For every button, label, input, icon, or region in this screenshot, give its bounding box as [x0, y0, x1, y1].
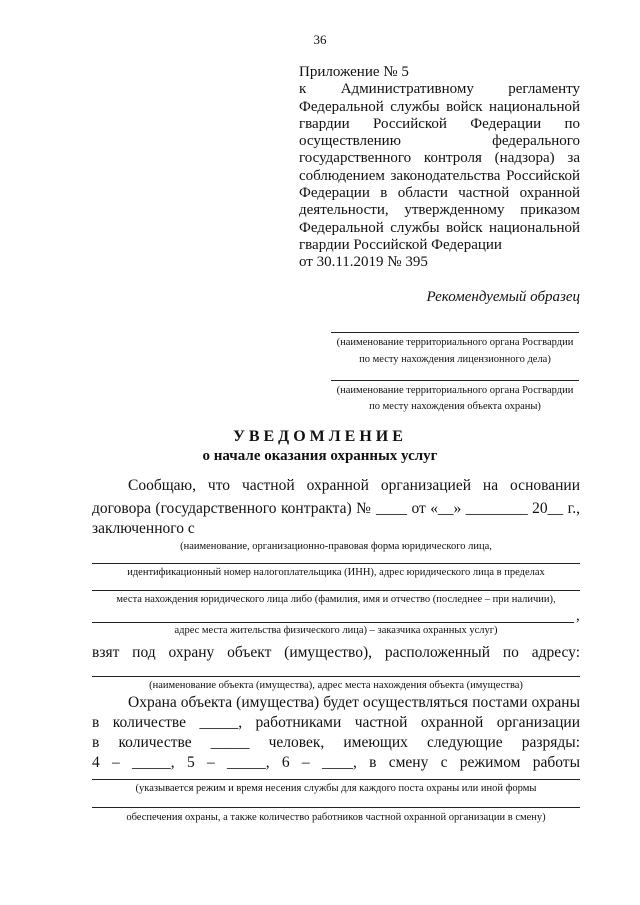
caption-staffing: обеспечения охраны, а также количество работников частной охранной организации в смену)	[126, 812, 546, 823]
annex-line: к Административному регламенту	[299, 81, 580, 98]
caption-legal-entity-name: (наименование, организационно-правовая форма юридического лица,	[180, 541, 492, 552]
body-line-7: в количестве _____ человек, имеющих следующие разряды:	[92, 734, 580, 751]
annex-line: осуществлению федерального	[299, 133, 580, 150]
blank-line-inn	[92, 563, 580, 564]
blank-line-schedule	[92, 779, 580, 780]
body-line-8: 4 – _____, 5 – _____, 6 – ____, в смену с режимом работы	[92, 754, 580, 771]
recommended-sample-label: Рекомендуемый образец	[426, 289, 580, 305]
addressee-line-1	[331, 332, 579, 333]
blank-line-object-address	[92, 676, 580, 677]
caption-location: места нахождения юридического лица либо (фамилия, имя и отчество (последнее – при наличии),	[116, 594, 556, 605]
annex-line: от 30.11.2019 № 395	[299, 254, 428, 271]
addressee-caption-1a: (наименование территориального органа Росгвардии	[336, 337, 574, 348]
blank-line-staffing	[92, 807, 580, 808]
caption-customer: адрес места жительства физического лица) – заказчика охранных услуг)	[174, 625, 498, 636]
document-title: УВЕДОМЛЕНИЕ	[233, 428, 407, 445]
annex-line: Федеральной службы войск национальной	[299, 219, 580, 236]
annex-line: Федеральной службы войск национальной	[299, 98, 580, 115]
body-line-5: Охрана объекта (имущества) будет осуществляться постами охраны	[128, 694, 580, 711]
document-subtitle: о начале оказания охранных услуг	[202, 448, 438, 464]
annex-header	[299, 64, 580, 272]
annex-line: гвардии Российской Федерации	[299, 236, 502, 253]
addressee-caption-2b: по месту нахождения объекта охраны)	[369, 401, 541, 412]
body-line-2: договора (государственного контракта) № ____ от «__» ________ 20__ г.,	[92, 500, 580, 517]
addressee-caption-2a: (наименование территориального органа Росгвардии	[336, 385, 574, 396]
page-number: 36	[313, 32, 327, 47]
annex-line: соблюдением законодательства Российской	[299, 167, 580, 184]
blank-line-location	[92, 590, 580, 591]
caption-object-address: (наименование объекта (имущества), адрес места нахождения объекта (имущества)	[149, 680, 523, 691]
body-line-1: Сообщаю, что частной охранной организацией на основании	[128, 477, 580, 494]
comma: ,	[576, 608, 580, 624]
body-line-4: взят под охрану объект (имущество), расположенный по адресу:	[92, 644, 580, 661]
annex-line: Федерации в области частной охранной	[299, 185, 580, 202]
caption-schedule: (указывается режим и время несения службы для каждого поста охраны или иной формы	[135, 783, 537, 794]
annex-line: гвардии Российской Федерации по	[299, 115, 580, 132]
body-line-6: в количестве _____, работниками частной охранной организации	[92, 714, 580, 731]
addressee-caption-1b: по месту нахождения лицензионного дела)	[359, 354, 551, 365]
caption-inn: идентификационный номер налогоплательщика (ИНН), адрес юридического лица в пределах	[127, 567, 545, 578]
addressee-line-2	[331, 380, 579, 381]
annex-line: государственного контроля (надзора) за	[299, 150, 580, 167]
annex-line: деятельности, утвержденному приказом	[299, 202, 580, 219]
annex-line: Приложение № 5	[299, 64, 409, 80]
blank-line-customer	[92, 622, 574, 623]
body-line-3: заключенного с	[92, 520, 195, 537]
